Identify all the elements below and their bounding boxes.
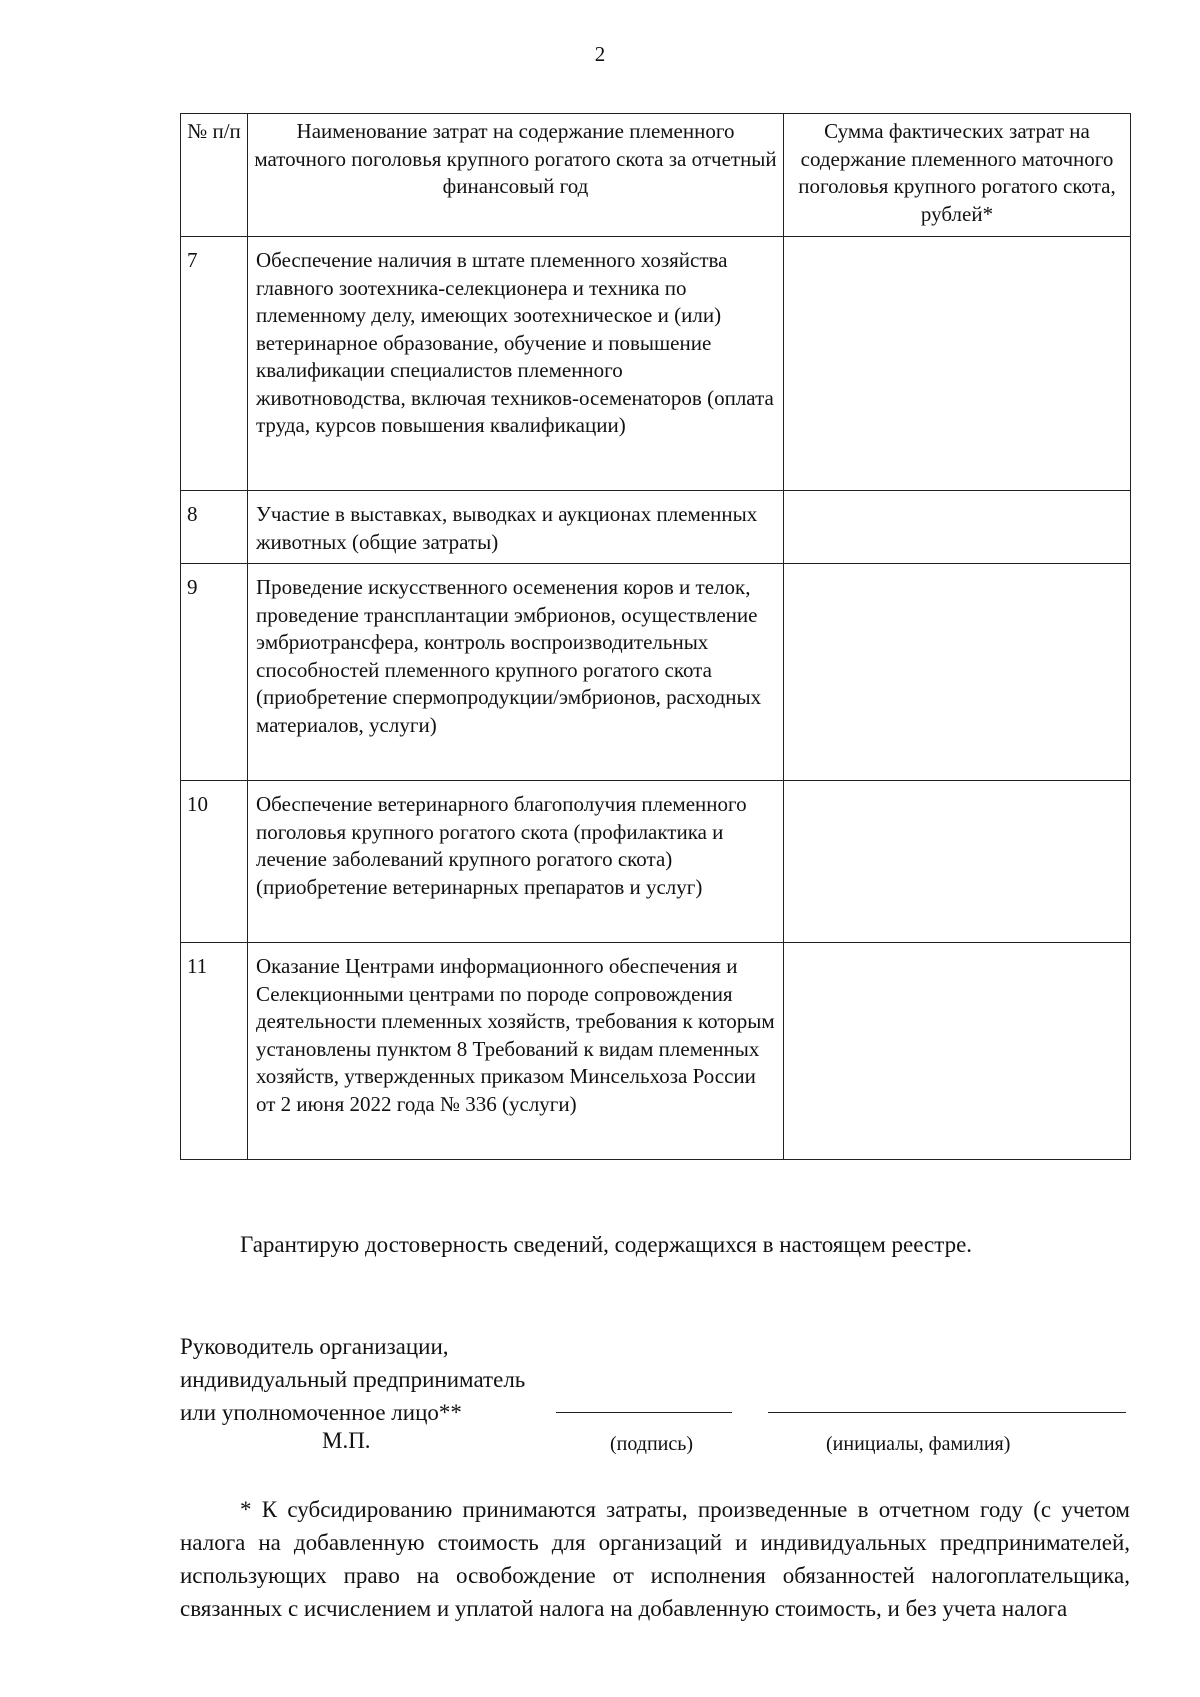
row-number: 8 xyxy=(181,491,248,564)
guarantee-statement: Гарантирую достоверность сведений, содержащихся в настоящем реестре. xyxy=(240,1232,973,1257)
row-expense-name: Проведение искусственного осеменения коров и телок, проведение трансплантации эмбрионов, осуществление эмбриотрансфера, контроль воспроизводительных способностей племенного крупного рогатого скота (приобретение спермопродукции/эмбрионов, расходных материалов, услуги) xyxy=(248,564,784,781)
table-header-row xyxy=(181,114,1131,237)
row-expense-name: Обеспечение наличия в штате племенного хозяйства главного зоотехника-селекционера и техника по племенному делу, имеющих зоотехническое и (или) ветеринарное образование, обучение и повышение квалификации специалистов племенного животноводства, включая техников-осеменаторов (оплата труда, курсов повышения квалификации) xyxy=(248,237,784,491)
row-expense-name: Участие в выставках, выводках и аукционах племенных животных (общие затраты) xyxy=(248,491,784,564)
footnote: * К субсидированию принимаются затраты, произведенные в отчетном году (с учетом налога на добавленную стоимость для организаций и индивидуальных предпринимателей, использующих право на освобождение от исполнения обязанностей налогоплательщика, связанных с исчислением и уплатой налога на добавленную стоимость, и без учета налога xyxy=(180,1497,1130,1621)
row-expense-name: Оказание Центрами информационного обеспечения и Селекционными центрами по породе сопровождения деятельности племенных хозяйств, требования к которым установлены пунктом 8 Требований к видам племенных хозяйств, утвержденных приказом Минсельхоза России от 2 июня 2022 года № 336 (услуги) xyxy=(248,943,784,1160)
signatory-line-3: или уполномоченное лицо** xyxy=(180,1400,462,1425)
signatory-line-2: индивидуальный предприниматель xyxy=(180,1367,526,1392)
stamp-label: М.П. xyxy=(322,1428,371,1453)
signature-caption: (подпись) xyxy=(610,1433,694,1455)
row-expense-sum[interactable] xyxy=(784,943,1131,1160)
name-caption: (инициалы, фамилия) xyxy=(826,1433,1011,1455)
row-expense-sum[interactable] xyxy=(784,564,1131,781)
row-expense-sum[interactable] xyxy=(784,781,1131,943)
row-number: 11 xyxy=(181,943,248,1160)
row-expense-sum[interactable] xyxy=(784,491,1131,564)
row-expense-sum[interactable] xyxy=(784,237,1131,491)
header-expense-name: Наименование затрат на содержание племенного маточного поголовья крупного рогатого скота за отчетный финансовый год xyxy=(248,114,784,237)
row-number: 10 xyxy=(181,781,248,943)
table-row xyxy=(181,237,1131,491)
expense-table xyxy=(180,113,1131,1160)
header-expense-sum: Сумма фактических затрат на содержание племенного маточного поголовья крупного рогатого скота, рублей* xyxy=(784,114,1131,237)
table-row xyxy=(181,564,1131,781)
row-number: 7 xyxy=(181,237,248,491)
header-number: № п/п xyxy=(181,114,248,237)
signatory-block xyxy=(180,1330,525,1429)
row-number: 9 xyxy=(181,564,248,781)
row-expense-name: Обеспечение ветеринарного благополучия племенного поголовья крупного рогатого скота (профилактика и лечение заболеваний крупного рогатого скота) (приобретение ветеринарных препаратов и услуг) xyxy=(248,781,784,943)
signatory-line-1: Руководитель организации, xyxy=(180,1334,449,1359)
table-row xyxy=(181,491,1131,564)
table-row xyxy=(181,781,1131,943)
signature-field[interactable] xyxy=(556,1412,732,1413)
table-row xyxy=(181,943,1131,1160)
page-number: 2 xyxy=(594,42,606,66)
name-field[interactable] xyxy=(768,1412,1126,1413)
